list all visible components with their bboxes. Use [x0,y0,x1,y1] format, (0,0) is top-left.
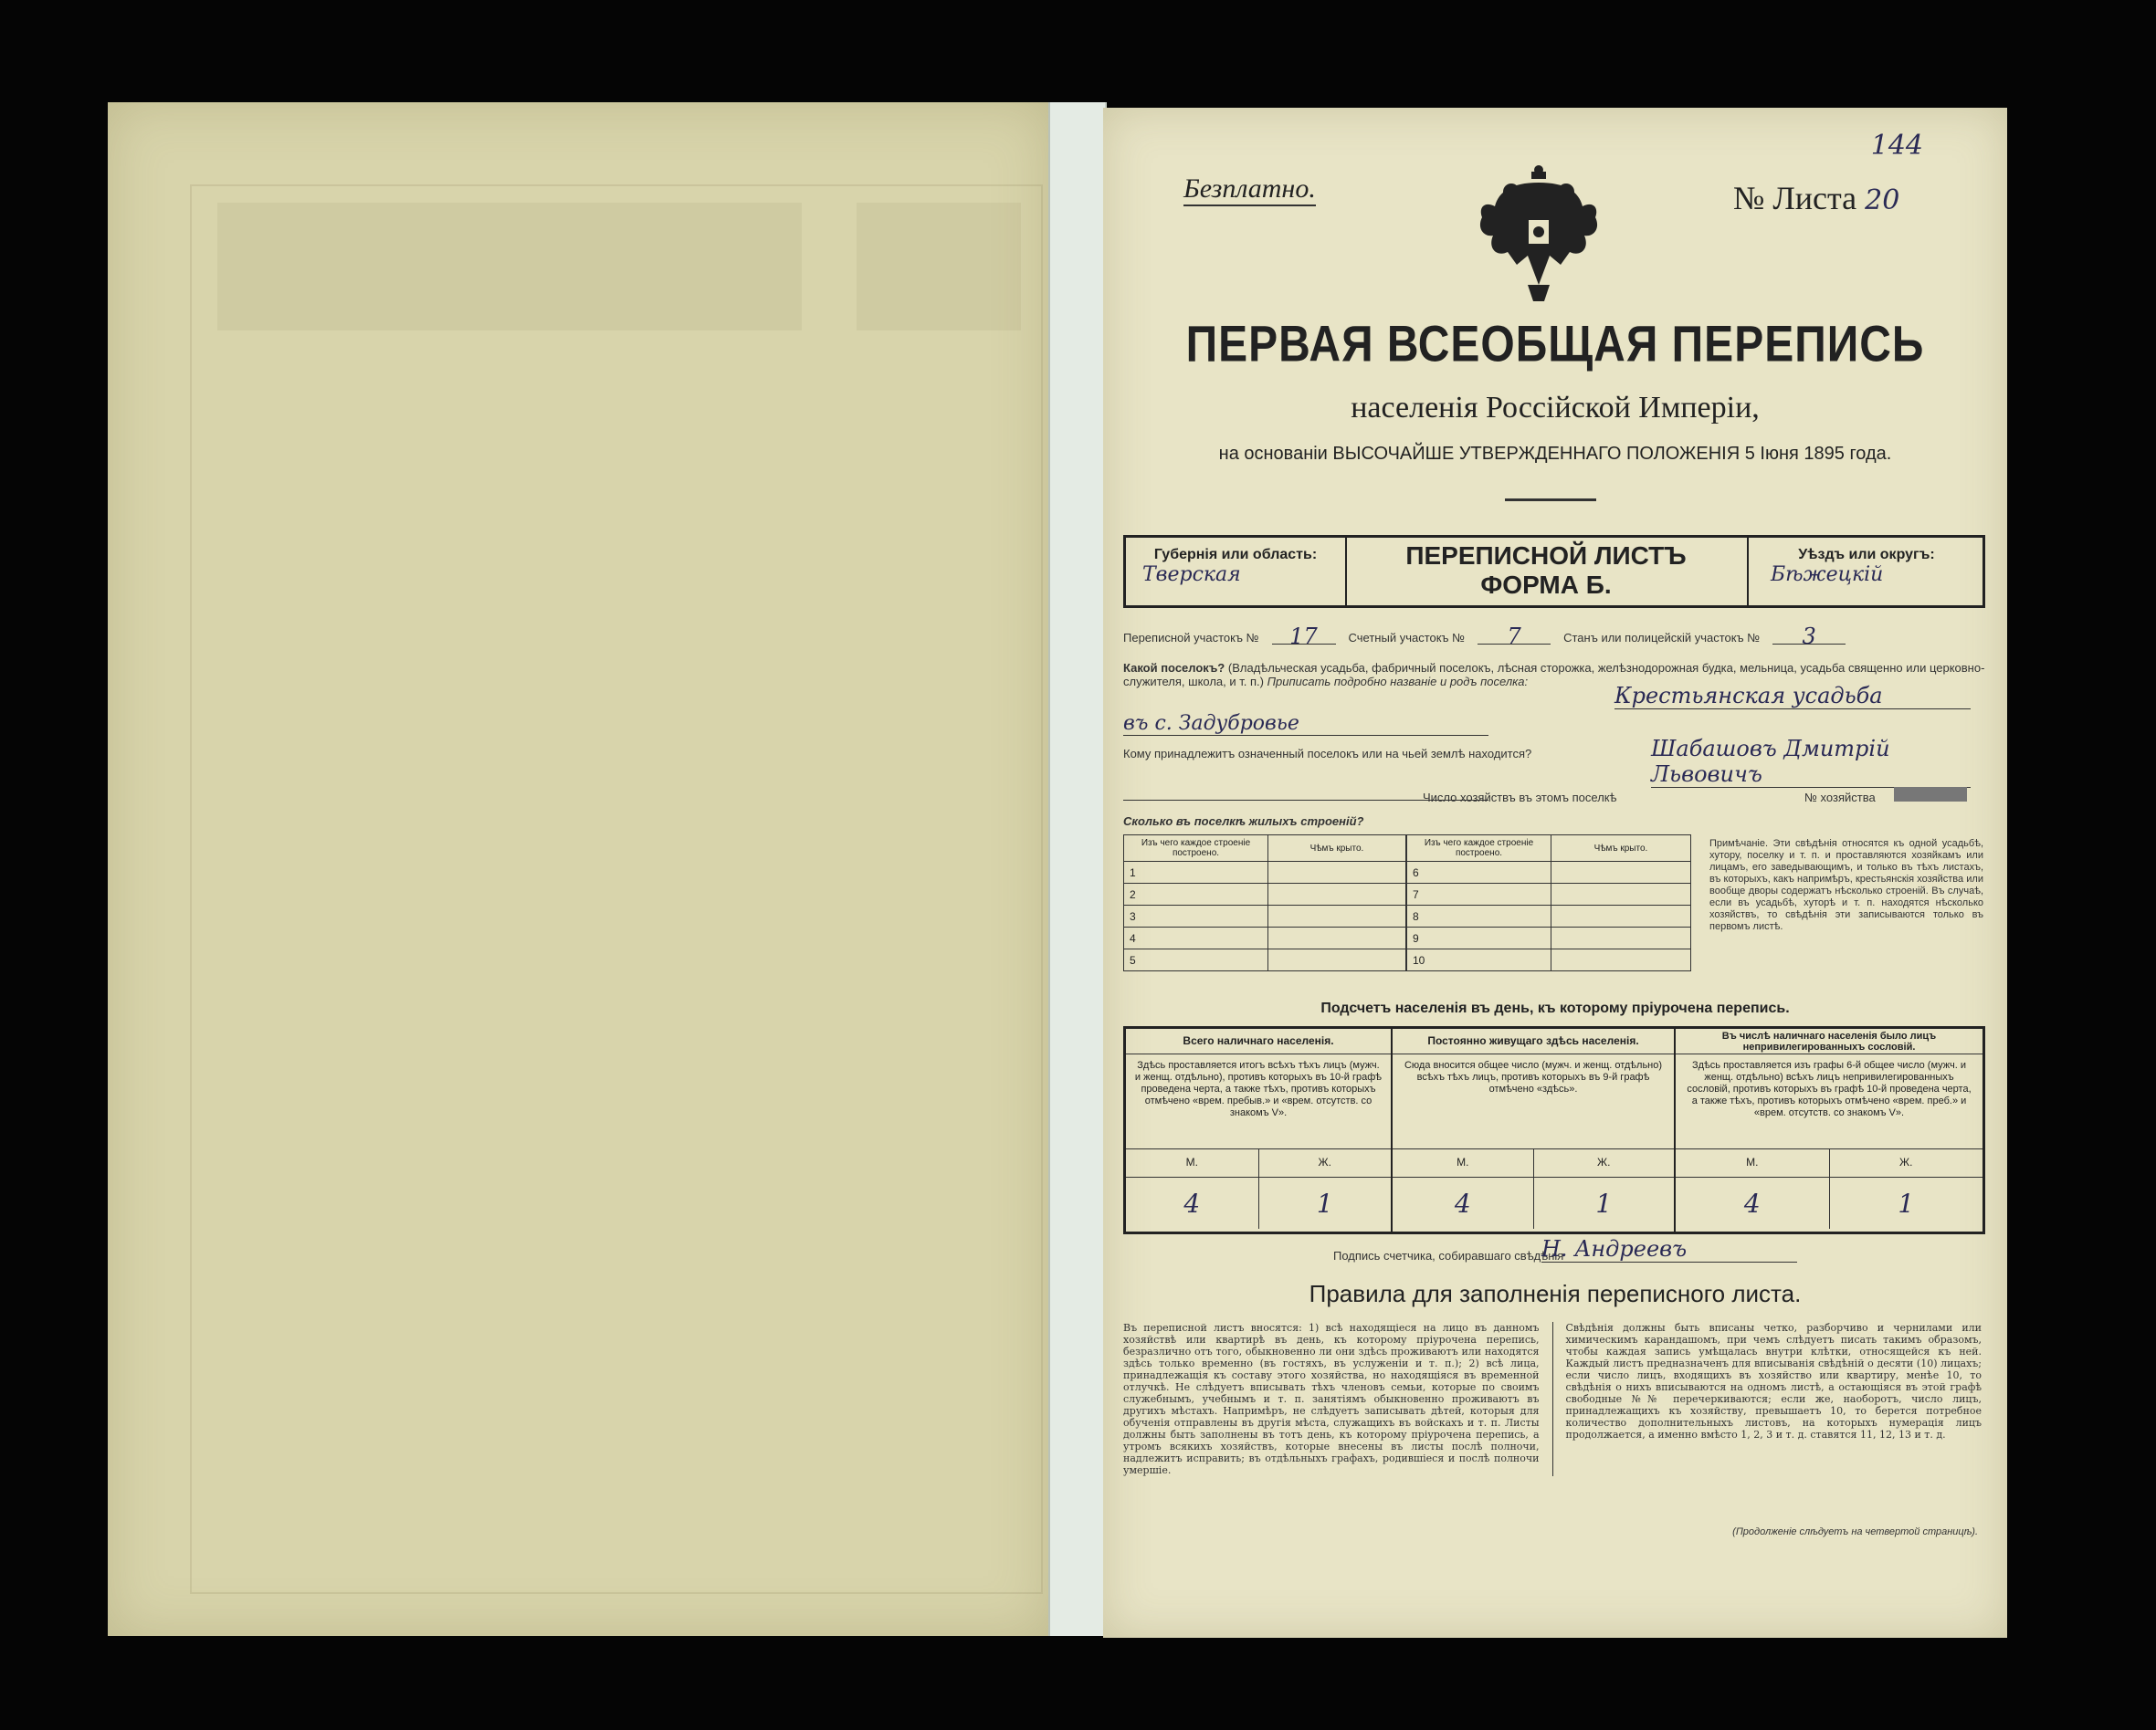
households-label: Число хозяйствъ въ этомъ поселкѣ [1423,791,1617,804]
female-label: Ж. [1597,1156,1611,1169]
rules-columns [1123,1322,1982,1476]
counting-district-label: Счетный участокъ № [1348,631,1466,645]
male-value: 4 [1393,1178,1534,1229]
settlement-question: Какой поселокъ? [1123,661,1225,675]
table-row [1124,862,1406,884]
free-label: Безплатно. [1183,173,1316,206]
rules-title: Правила для заполненія переписного листа. [1309,1280,1802,1307]
settlement-value-line2: въ с. Задубровье [1123,712,1488,736]
signature-value: Н. Андреевъ [1541,1236,1797,1263]
settlement-instruction: Приписать подробно названіе и родъ поселка: [1267,675,1529,688]
male-label: М. [1676,1149,1830,1177]
form-subtitle: населенія Россійской Имперіи, [1351,391,1760,425]
table-row [1407,906,1691,928]
row-cell [1551,906,1691,928]
row-cell [1268,862,1406,884]
province-cell [1126,538,1347,605]
settlement-value-line1: Крестьянская усадьба [1614,683,1971,709]
left-page [108,102,1048,1636]
population-title: Подсчетъ населенія въ день, къ которому пріурочена перепись. [1320,1001,1790,1016]
census-district-value: 17 [1272,630,1336,645]
row-number: 4 [1124,928,1268,949]
table-row [1407,928,1691,949]
row-number: 5 [1124,949,1268,971]
dwellings-table-right [1406,834,1691,971]
dwellings-kind-header: Изъ чего каждое строеніе построено. [1407,835,1551,862]
female-label: Ж. [1899,1156,1913,1169]
signature-label: Подпись счетчика, собиравшаго свѣдѣнія [1333,1249,1564,1263]
male-value: 4 [1676,1178,1830,1229]
district-label: Уѣздъ или округъ: [1798,547,1935,562]
police-district-value: 3 [1772,630,1846,645]
population-col-header: Всего наличнаго населенія. [1126,1029,1391,1054]
table-row [1407,862,1691,884]
population-values [1676,1178,1982,1229]
row-cell [1551,928,1691,949]
row-cell [1551,949,1691,971]
bleed-through-text [217,203,802,330]
rules-col-2: Свѣдѣнія должны быть вписаны четко, разборчиво и чернилами или химическимъ карандашомъ, при чемъ слѣдуетъ писать такимъ образомъ, чтобы каждая запись умѣщалась внутри клѣтки, относящейся къ ней. Каждый листъ предназначенъ для вписыванія свѣдѣній о десяти (10) лицахъ; если число лицъ, входящихъ въ хозяйство или квартиру, менѣе 10, то свѣдѣнія о нихъ вписываются на одномъ листѣ, а остающіяся въ этой графѣ свободные №№ перечеркиваются; если же, наоборотъ, число лицъ, принадлежащихъ къ хозяйству, превышаетъ 10, то берется потребное количество дополнительныхъ листовъ, на которыхъ нумерація лицъ продолжается, а именно вмѣсто 1, 2, 3 и т. д. ставятся 11, 12, 13 и т. д. [1565,1322,1982,1441]
table-row [1124,928,1406,949]
bleed-through-text [857,203,1021,330]
female-value: 1 [1898,1189,1915,1219]
row-cell [1551,884,1691,906]
population-col-header: Въ числѣ наличнаго населенія было лицъ непривилегированныхъ сословій. [1676,1029,1982,1054]
row-number: 3 [1124,906,1268,928]
census-district-label: Переписной участокъ № [1123,631,1259,645]
population-table [1123,1026,1985,1234]
form-label: ФОРМА Б. [1480,571,1612,599]
dwellings-title: Сколько въ поселкѣ жилыхъ строеній? [1123,814,1364,828]
imperial-eagle-emblem [1475,164,1603,303]
bleed-through-frame [190,184,1043,1594]
male-label: М. [1126,1149,1259,1177]
row-cell [1268,906,1406,928]
police-district-label: Станъ или полицейскій участокъ № [1563,631,1761,645]
sheet-number [1733,179,1899,217]
row-number: 9 [1407,928,1551,949]
row-cell [1268,928,1406,949]
population-col-total [1126,1029,1393,1232]
household-number-stamp [1894,787,1967,802]
sheet-title: ПЕРЕПИСНОЙ ЛИСТЪ [1405,541,1687,570]
form-basis: на основаніи ВЫСОЧАЙШЕ УТВЕРЖДЕННАГО ПОЛОЖЕНІЯ 5 Іюня 1895 года. [1218,444,1892,464]
counting-district-value: 7 [1478,630,1551,645]
male-label: М. [1393,1149,1534,1177]
female-value: 1 [1595,1189,1613,1219]
female-label: Ж. [1318,1156,1331,1169]
row-number: 2 [1124,884,1268,906]
province-value: Тверская [1142,563,1241,586]
district-value: Бѣжецкій [1771,563,1884,586]
row-number: 7 [1407,884,1551,906]
settlement-examples: (Владѣльческая усадьба, фабричный поселокъ, лѣсная сторожка, желѣзнодорожная будка, мельница, усадьба священно или церковно-служителя, школа, и т. п.) [1123,661,1985,688]
table-row [1124,906,1406,928]
dwellings-roof-header: Чѣмъ крыто. [1268,835,1406,862]
table-row [1407,949,1691,971]
row-number: 8 [1407,906,1551,928]
population-col-desc: Сюда вносится общее число (мужч. и женщ. отдѣльно) всѣхъ тѣхъ лицъ, противъ которыхъ въ 9-й графѣ отмѣчено «здѣсь». [1393,1054,1674,1149]
title-rule [1505,498,1596,501]
sheet-number-label: № Листа [1733,180,1857,216]
district-cell [1747,538,1984,605]
row-cell [1268,949,1406,971]
dwellings-note: Примѣчаніе. Эти свѣдѣнія относятся къ одной усадьбѣ, хутору, поселку и т. п. и проставляются хозяйкамъ или лицамъ, его заведывающимъ, и только въ тѣхъ листахъ, въ которыхъ, какъ напримѣръ, крестьянскія хозяйства или вообще дворы содержатъ нѣсколько строеній. Въ случаѣ, если въ усадьбѣ, хуторѣ и т. п. находятся нѣсколько хозяйствъ, то свѣдѣнія эти записываются только въ первомъ листѣ. [1709,838,1983,932]
row-cell [1268,884,1406,906]
population-sex-header [1676,1149,1982,1178]
row-number: 6 [1407,862,1551,884]
dwellings-roof-header: Чѣмъ крыто. [1551,835,1691,862]
owner-question: Кому принадлежитъ означенный поселокъ или на чьей землѣ находится? [1123,747,1532,760]
population-values [1393,1178,1674,1229]
population-sex-header [1393,1149,1674,1178]
table-row [1124,884,1406,906]
rules-continued: (Продолженіе слѣдуетъ на четвертой страницѣ). [1732,1526,1978,1537]
districts-line [1123,624,1985,649]
female-value: 1 [1316,1189,1333,1219]
population-col-permanent [1393,1029,1676,1232]
population-col-non-privileged [1676,1029,1982,1232]
form-header-box [1123,535,1985,608]
census-form-page [1103,108,2007,1638]
row-number: 10 [1407,949,1551,971]
male-value: 4 [1126,1178,1259,1229]
province-label: Губернія или область: [1153,547,1318,562]
population-col-desc: Здѣсь проставляется изъ графы 6-й общее число (мужч. и женщ. отдѣльно) всѣхъ лицъ непривилегированныхъ сословій, противъ которыхъ въ графѣ 10-й проведена черта, а также тѣхъ, противъ которыхъ отмѣчено «врем. преб.» и «врем. отсутств. со знакомъ V». [1676,1054,1982,1149]
page-number: 144 [1870,130,1923,162]
population-sex-header [1126,1149,1391,1178]
table-row [1407,884,1691,906]
population-col-header: Постоянно живущаго здѣсь населенія. [1393,1029,1674,1054]
owner-value: Шабашовъ Дмитрій Львовичъ [1651,736,1971,788]
form-main-title: ПЕРВАЯ ВСЕОБЩАЯ ПЕРЕПИСЬ [1185,317,1925,372]
row-number: 1 [1124,862,1268,884]
book-spine [1048,102,1107,1636]
household-number-label: № хозяйства [1804,791,1876,804]
table-row [1124,949,1406,971]
population-col-desc: Здѣсь проставляется итогъ всѣхъ тѣхъ лицъ (мужч. и женщ. отдѣльно), противъ которыхъ въ 10-й графѣ проведена черта, а также тѣхъ, противъ которыхъ отмѣчено «врем. пребыв.» и «врем. отсутств. со знакомъ V». [1126,1054,1391,1149]
form-title-cell [1345,538,1747,605]
row-cell [1551,862,1691,884]
population-values [1126,1178,1391,1229]
rules-col-1: Въ переписной листъ вносятся: 1) всѣ находящіеся на лицо въ данномъ хозяйствѣ или квартирѣ въ день, къ которому пріурочена перепись, безразлично отъ того, обыкновенно ли они здѣсь проживаютъ или находятся здѣсь только временно (въ гостяхъ, въ услуженіи и т. п.); 2) всѣ лица, принадлежащія къ составу этого хозяйства, но находящіяся въ временной отлучкѣ. Не слѣдуетъ вписывать тѣхъ членовъ семьи, которые по своимъ служебнымъ, учебнымъ и т. п. занятіямъ обыкновенно проживаютъ въ другихъ мѣстахъ. Напримѣръ, не слѣдуетъ записывать дѣтей, которыя для обученія отправлены въ другія мѣста, служащихъ въ войскахъ и т. п. Листы должны быть заполнены въ тотъ день, къ которому пріурочена перепись, а утромъ всякихъ хозяйствъ, которые внесены въ листы послѣ полночи, надлежитъ исправить; въ отдѣльныхъ графахъ, родившіеся и послѣ полночи умершіе. [1123,1322,1553,1476]
sheet-number-value: 20 [1865,184,1900,216]
dwellings-kind-header: Изъ чего каждое строеніе построено. [1124,835,1268,862]
dwellings-table-left [1123,834,1406,971]
